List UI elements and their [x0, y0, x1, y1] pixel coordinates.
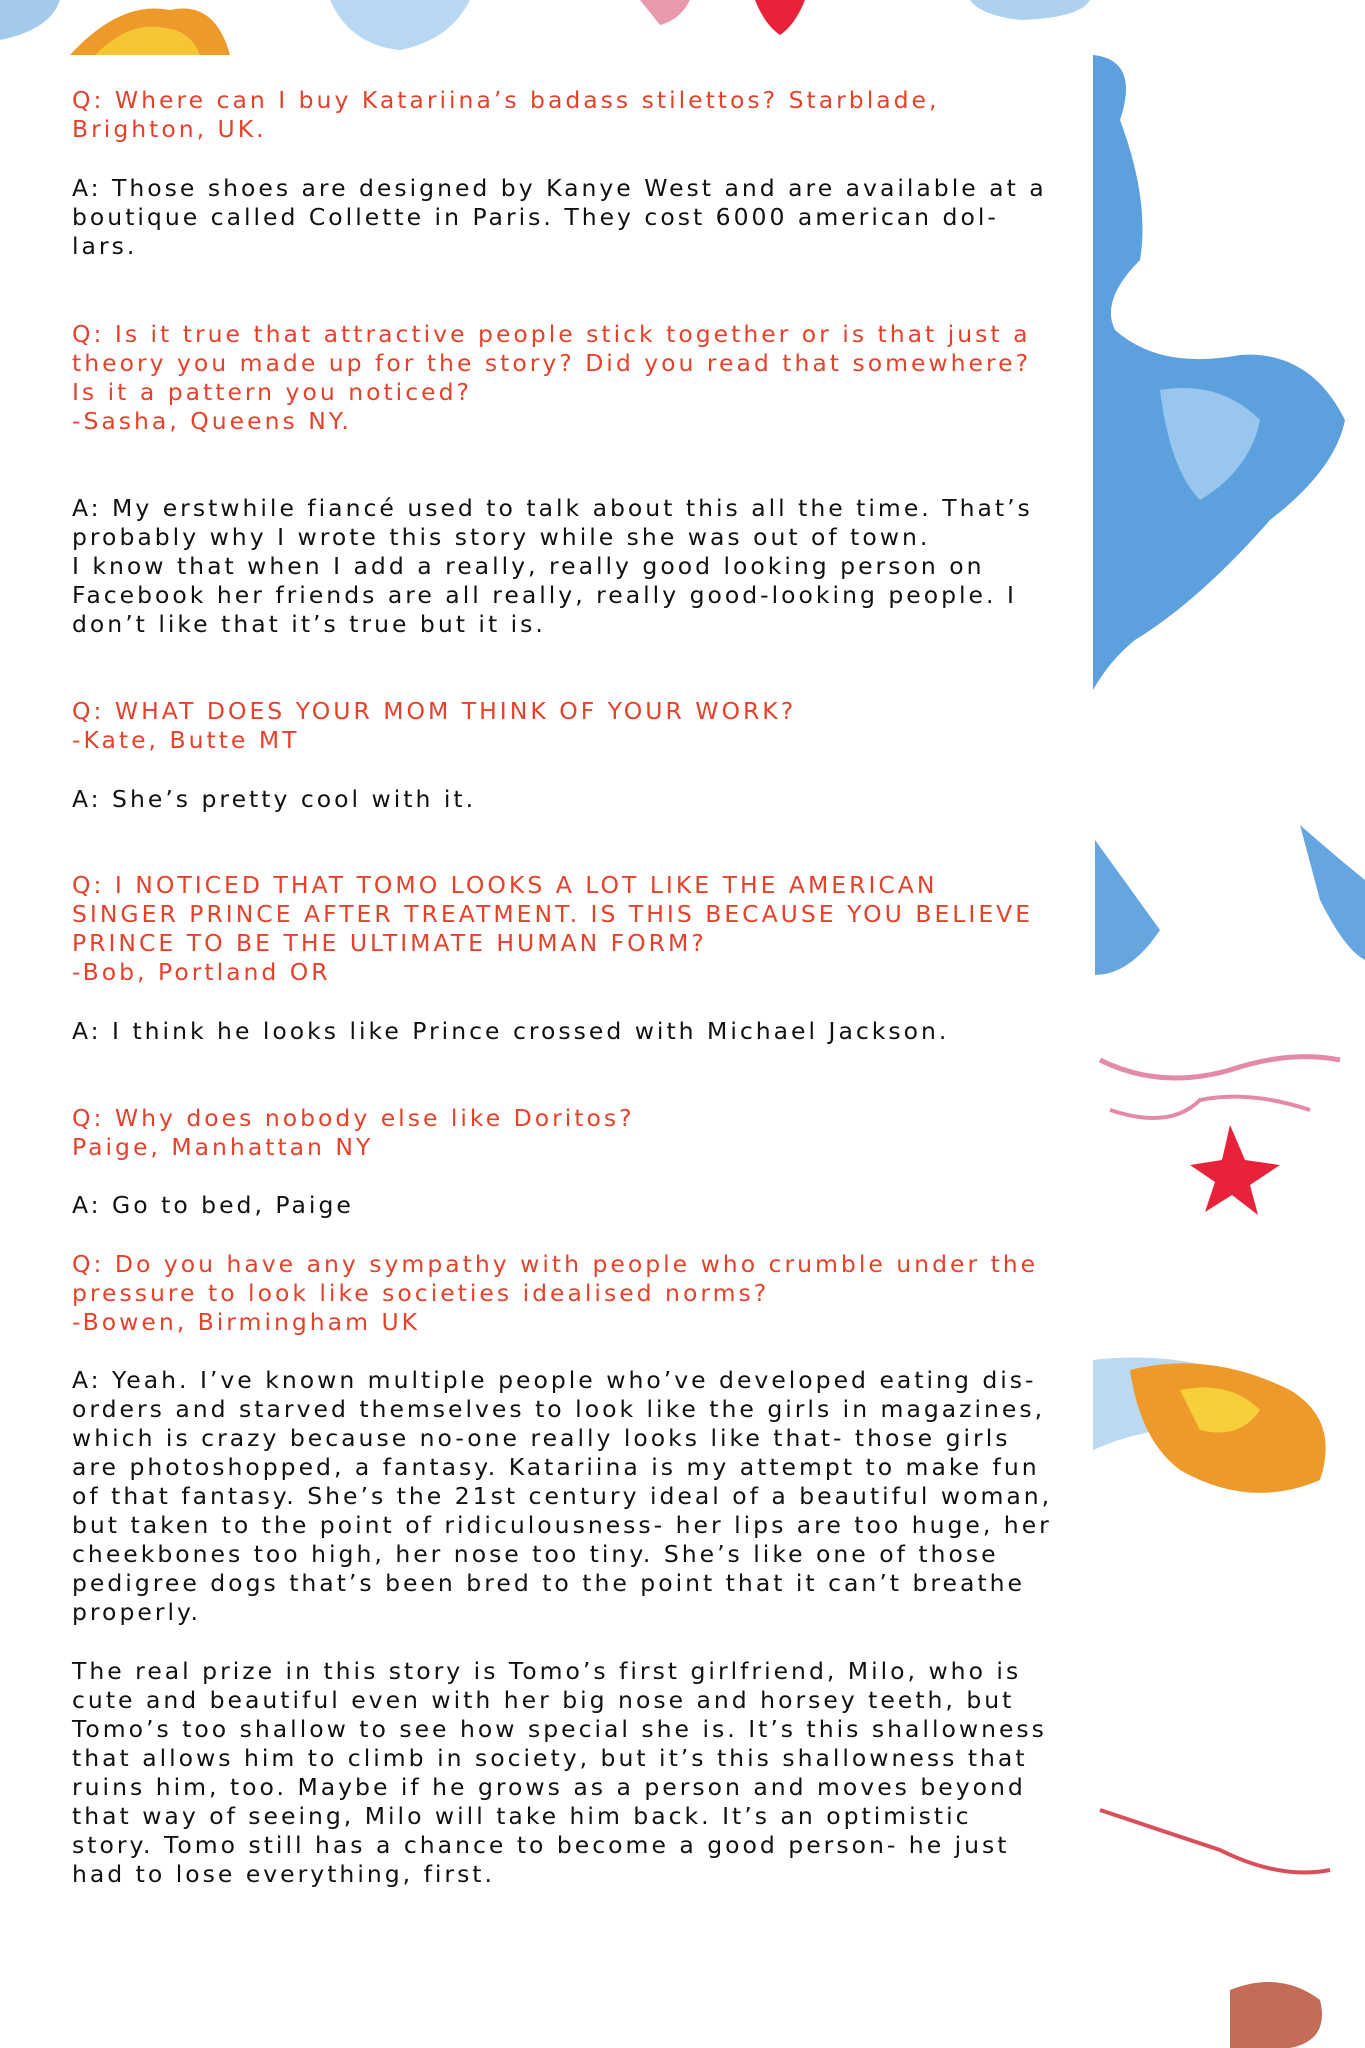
blue-heart-shape [1093, 55, 1345, 690]
pink-line-sketch [1100, 1057, 1340, 1078]
red-star-shape [1190, 1125, 1280, 1215]
blue-paint-mid-right [1300, 825, 1365, 960]
blue-paint-top-left [0, 0, 60, 40]
question-1: Q: Where can I buy Katariina’s badass stilettos? Starblade, Brighton, UK. [72, 86, 940, 143]
question-6: Q: Do you have any sympathy with people who crumble under the pressure to look like societies idealised norms? -Bowen, Birmingham UK [72, 1250, 1039, 1336]
answer-5: A: Go to bed, Paige [72, 1191, 354, 1219]
pink-paint-top [640, 0, 690, 25]
pink-line-sketch-2 [1110, 1097, 1310, 1118]
blue-paint-top-mid [330, 0, 470, 50]
answer-4: A: I think he looks like Prince crossed with Michael Jackson. [72, 1017, 950, 1045]
red-line-sketch [1100, 1810, 1330, 1873]
brown-paint-bottom [1230, 1982, 1322, 2048]
question-4: Q: I NOTICED THAT TOMO LOOKS A LOT LIKE THE AMERICAN SINGER PRINCE AFTER TREATMENT. IS THIS BECAUSE YOU BELIEVE PRINCE TO BE THE ULTIMATE HUMAN FORM? -Bob, Portland OR [72, 871, 1034, 986]
blue-paint-top-right [970, 0, 1090, 20]
answer-6-continued: The real prize in this story is Tomo’s first girlfriend, Milo, who is cute and beautiful even with her big nose and horsey teeth, but Tomo’s too shallow to see how special she is. It’s this shallowness that allows him to climb in society, but it’s this shallowness that ruins him, too. Maybe if he grows as a person and moves beyond that way of seeing, Milo will take him back. It’s an optimistic story. Tomo still has a chance to become a good person- he just had to lose everything, first. [72, 1657, 1047, 1888]
answer-3: A: She’s pretty cool with it. [72, 785, 477, 813]
answer-6: A: Yeah. I’ve known multiple people who’ve developed eating dis- orders and starved themselves to look like the girls in magazines, which is crazy because no-one really looks like that- those girls are photoshopped, a fantasy. Katariina is my attempt to make fun of that fantasy. She’s the 21st century ideal of a beautiful woman, but taken to the point of ridiculousness- her lips are too huge, her cheekbones too high, her nose too tiny. She’s like one of those pedigree dogs that’s been bred to the point that it can’t breathe properly. [72, 1366, 1053, 1626]
question-2: Q: Is it true that attractive people stick together or is that just a theory you made up for the story? Did you read that somewhere? Is it a pattern you noticed? -Sasha, Queens NY. [72, 320, 1032, 435]
question-5: Q: Why does nobody else like Doritos? Paige, Manhattan NY [72, 1104, 635, 1161]
blue-paint-mid-left [1095, 840, 1160, 975]
answer-1: A: Those shoes are designed by Kanye West and are available at a boutique called Collette in Paris. They cost 6000 american dol- lars. [72, 174, 1047, 260]
red-paint-top [755, 0, 805, 35]
answer-2: A: My erstwhile fiancé used to talk about this all the time. That’s probably why I wrote this story while she was out of town. I know that when I add a really, really good looking person on Facebook her friends are all really, really good-looking people. I don’t like that it’s true but it is. [72, 494, 1033, 638]
question-3: Q: WHAT DOES YOUR MOM THINK OF YOUR WORK? -Kate, Butte MT [72, 697, 797, 754]
